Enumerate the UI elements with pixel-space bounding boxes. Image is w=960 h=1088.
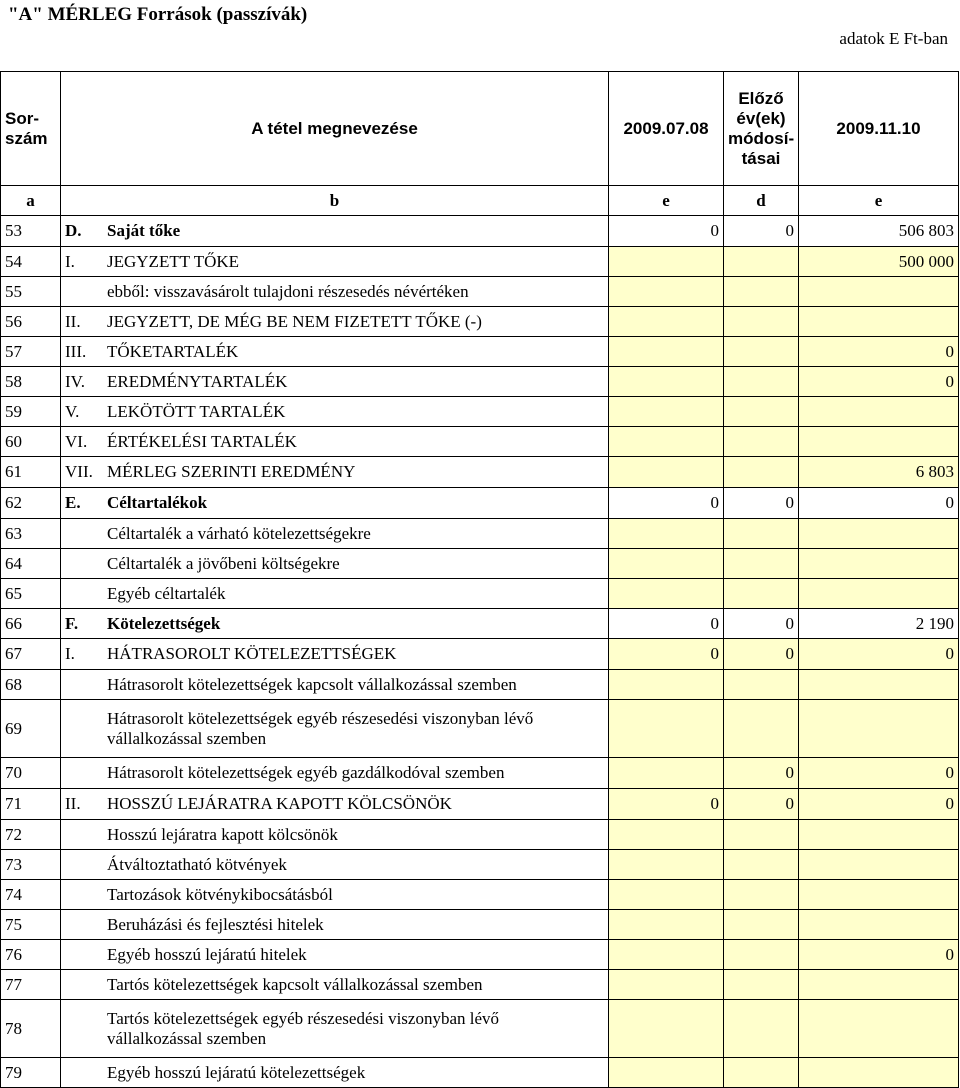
value-cell-v1 [609, 519, 724, 549]
table-row [1, 579, 959, 609]
item-name-cell [61, 970, 609, 1000]
item-name: TŐKETARTALÉK [107, 341, 239, 361]
table-row [1, 880, 959, 910]
item-prefix: IV. [65, 371, 85, 391]
item-prefix: F. [65, 613, 79, 633]
item-name-cell [61, 579, 609, 609]
item-name: Céltartalék a várható kötelezettségekre [107, 523, 371, 543]
row-number: 75 [1, 910, 61, 940]
value-cell-v1 [609, 940, 724, 970]
value-cell-v1 [609, 307, 724, 337]
item-name: Egyéb céltartalék [107, 583, 226, 603]
value-cell-v3 [799, 549, 959, 579]
item-name-cell [61, 1058, 609, 1088]
column-letter: a [1, 186, 61, 216]
value-cell-v3: 0 [799, 488, 959, 519]
table-row [1, 307, 959, 337]
header-value-2009-11-10: 2009.11.10 [799, 72, 959, 186]
row-number: 65 [1, 579, 61, 609]
value-cell-v2 [724, 970, 799, 1000]
item-name: Átváltoztatható kötvények [107, 854, 287, 874]
value-cell-v2 [724, 457, 799, 488]
value-cell-v1 [609, 700, 724, 758]
value-cell-v2: 0 [724, 639, 799, 670]
item-name-cell [61, 850, 609, 880]
value-cell-v2 [724, 307, 799, 337]
item-name: Hátrasorolt kötelezettségek egyéb gazdálkodóval szemben [107, 763, 505, 782]
header-row [1, 72, 959, 186]
item-name-cell [61, 337, 609, 367]
value-cell-v1 [609, 1000, 724, 1058]
row-number: 61 [1, 457, 61, 488]
table-row [1, 1000, 959, 1058]
value-cell-v3: 6 803 [799, 457, 959, 488]
item-name: Tartós kötelezettségek kapcsolt vállalkozással szemben [107, 974, 483, 994]
value-cell-v3 [799, 880, 959, 910]
unit-note: adatok E Ft-ban [839, 29, 948, 48]
table-row [1, 970, 959, 1000]
value-cell-v1: 0 [609, 639, 724, 670]
row-number: 54 [1, 247, 61, 277]
row-number: 63 [1, 519, 61, 549]
item-name: Hosszú lejáratra kapott kölcsönök [107, 824, 338, 844]
table-row [1, 910, 959, 940]
value-cell-v2 [724, 367, 799, 397]
value-cell-v3 [799, 910, 959, 940]
value-cell-v3 [799, 1058, 959, 1088]
value-cell-v1 [609, 820, 724, 850]
table-row [1, 758, 959, 789]
item-name: Egyéb hosszú lejáratú kötelezettségek [107, 1062, 366, 1082]
value-cell-v2 [724, 519, 799, 549]
table-row [1, 247, 959, 277]
table-row [1, 427, 959, 457]
value-cell-v1 [609, 910, 724, 940]
value-cell-v1 [609, 758, 724, 789]
item-name: HOSSZÚ LEJÁRATRA KAPOTT KÖLCSÖNÖK [107, 794, 452, 813]
item-name-cell [61, 427, 609, 457]
item-name-cell [61, 488, 609, 519]
value-cell-v2 [724, 1058, 799, 1088]
item-name-cell [61, 789, 609, 820]
value-cell-v1 [609, 427, 724, 457]
table-row [1, 820, 959, 850]
item-name-cell [61, 277, 609, 307]
item-prefix: II. [65, 311, 81, 331]
value-cell-v3 [799, 820, 959, 850]
item-prefix: VII. [65, 462, 93, 481]
item-name: MÉRLEG SZERINTI EREDMÉNY [107, 462, 356, 481]
item-name-cell [61, 307, 609, 337]
value-cell-v3 [799, 670, 959, 700]
item-name-cell [61, 367, 609, 397]
value-cell-v1 [609, 970, 724, 1000]
value-cell-v3 [799, 970, 959, 1000]
value-cell-v2 [724, 940, 799, 970]
value-cell-v1: 0 [609, 789, 724, 820]
column-letter: e [799, 186, 959, 216]
value-cell-v2 [724, 910, 799, 940]
item-prefix: I. [65, 251, 75, 271]
column-letters-row [1, 186, 959, 216]
value-cell-v2: 0 [724, 789, 799, 820]
table-row [1, 397, 959, 427]
item-name: JEGYZETT, DE MÉG BE NEM FIZETETT TŐKE (-) [107, 311, 482, 331]
value-cell-v3 [799, 277, 959, 307]
value-cell-v2: 0 [724, 216, 799, 247]
row-number: 79 [1, 1058, 61, 1088]
value-cell-v1 [609, 457, 724, 488]
row-number: 66 [1, 609, 61, 639]
value-cell-v3: 0 [799, 789, 959, 820]
value-cell-v2 [724, 820, 799, 850]
row-number: 56 [1, 307, 61, 337]
value-cell-v1: 0 [609, 488, 724, 519]
item-name-cell [61, 1000, 609, 1058]
table-row [1, 700, 959, 758]
value-cell-v2 [724, 277, 799, 307]
column-letter: e [609, 186, 724, 216]
value-cell-v3 [799, 519, 959, 549]
value-cell-v3 [799, 1000, 959, 1058]
value-cell-v3: 0 [799, 639, 959, 670]
item-name-cell [61, 457, 609, 488]
value-cell-v3: 506 803 [799, 216, 959, 247]
value-cell-v3 [799, 579, 959, 609]
value-cell-v1 [609, 397, 724, 427]
value-cell-v3: 500 000 [799, 247, 959, 277]
value-cell-v2 [724, 579, 799, 609]
value-cell-v2 [724, 549, 799, 579]
item-name: Hátrasorolt kötelezettségek kapcsolt vállalkozással szemben [107, 674, 517, 694]
item-name-cell [61, 519, 609, 549]
value-cell-v1 [609, 277, 724, 307]
item-name-cell [61, 940, 609, 970]
value-cell-v2 [724, 1000, 799, 1058]
table-row [1, 488, 959, 519]
item-prefix: VI. [65, 431, 88, 451]
value-cell-v3 [799, 307, 959, 337]
item-name-cell [61, 639, 609, 670]
value-cell-v1 [609, 670, 724, 700]
item-name: LEKÖTÖTT TARTALÉK [107, 401, 286, 421]
item-prefix: III. [65, 341, 87, 361]
item-name-cell [61, 397, 609, 427]
table-row [1, 789, 959, 820]
row-number: 57 [1, 337, 61, 367]
page-title: "A" MÉRLEG Források (passzívák) [8, 4, 308, 25]
item-name: Tartós kötelezettségek egyéb részesedési viszonyban lévő vállalkozással szemben [107, 1008, 500, 1048]
item-name: Céltartalékok [107, 493, 208, 512]
table-row [1, 850, 959, 880]
value-cell-v3 [799, 850, 959, 880]
value-cell-v3 [799, 397, 959, 427]
value-cell-v2 [724, 337, 799, 367]
value-cell-v1 [609, 247, 724, 277]
value-cell-v2: 0 [724, 609, 799, 639]
value-cell-v2 [724, 880, 799, 910]
table-row [1, 639, 959, 670]
value-cell-v1 [609, 880, 724, 910]
table-row [1, 609, 959, 639]
item-prefix: II. [65, 794, 81, 813]
item-name-cell [61, 758, 609, 789]
table-row [1, 940, 959, 970]
item-name: Saját tőke [107, 221, 181, 240]
header-row-number: Sor-szám [1, 72, 61, 186]
column-letter: b [61, 186, 609, 216]
table-row [1, 457, 959, 488]
item-name: Beruházási és fejlesztési hitelek [107, 914, 324, 934]
value-cell-v2: 0 [724, 758, 799, 789]
item-name: JEGYZETT TŐKE [107, 251, 240, 271]
row-number: 64 [1, 549, 61, 579]
row-number: 68 [1, 670, 61, 700]
item-name: HÁTRASOROLT KÖTELEZETTSÉGEK [107, 644, 397, 663]
row-number: 58 [1, 367, 61, 397]
item-name-cell [61, 910, 609, 940]
table-row [1, 519, 959, 549]
table-row [1, 277, 959, 307]
row-number: 76 [1, 940, 61, 970]
item-prefix: V. [65, 401, 80, 421]
header-prior-year-adjustments: Előző év(ek) módosí-tásai [724, 72, 799, 186]
table-row [1, 549, 959, 579]
value-cell-v1 [609, 850, 724, 880]
item-name: ÉRTÉKELÉSI TARTALÉK [107, 431, 297, 451]
value-cell-v1: 0 [609, 216, 724, 247]
item-name-cell [61, 700, 609, 758]
value-cell-v1: 0 [609, 609, 724, 639]
row-number: 72 [1, 820, 61, 850]
item-prefix: I. [65, 644, 75, 663]
value-cell-v1 [609, 367, 724, 397]
item-name: EREDMÉNYTARTALÉK [107, 371, 288, 391]
column-letter: d [724, 186, 799, 216]
balance-sheet-table [0, 71, 959, 1088]
item-name: ebből: visszavásárolt tulajdoni részesedés névértéken [107, 281, 469, 301]
value-cell-v1 [609, 579, 724, 609]
row-number: 70 [1, 758, 61, 789]
table-row [1, 367, 959, 397]
item-name: Kötelezettségek [107, 613, 221, 633]
row-number: 73 [1, 850, 61, 880]
table-row [1, 216, 959, 247]
value-cell-v1 [609, 337, 724, 367]
item-name: Tartozások kötvénykibocsátásból [107, 884, 333, 904]
item-name-cell [61, 247, 609, 277]
header-value-2009-07-08: 2009.07.08 [609, 72, 724, 186]
item-prefix: E. [65, 493, 81, 512]
row-number: 78 [1, 1000, 61, 1058]
item-name: Céltartalék a jövőbeni költségekre [107, 553, 340, 573]
row-number: 60 [1, 427, 61, 457]
value-cell-v3: 0 [799, 337, 959, 367]
value-cell-v3 [799, 700, 959, 758]
row-number: 74 [1, 880, 61, 910]
value-cell-v2 [724, 850, 799, 880]
value-cell-v2: 0 [724, 488, 799, 519]
item-name-cell [61, 609, 609, 639]
table-row [1, 337, 959, 367]
row-number: 67 [1, 639, 61, 670]
header-item-name: A tétel megnevezése [61, 72, 609, 186]
value-cell-v1 [609, 549, 724, 579]
value-cell-v3: 0 [799, 367, 959, 397]
value-cell-v2 [724, 700, 799, 758]
value-cell-v3: 0 [799, 758, 959, 789]
value-cell-v1 [609, 1058, 724, 1088]
row-number: 71 [1, 789, 61, 820]
item-name-cell [61, 820, 609, 850]
row-number: 62 [1, 488, 61, 519]
value-cell-v3: 0 [799, 940, 959, 970]
value-cell-v2 [724, 427, 799, 457]
row-number: 77 [1, 970, 61, 1000]
table-row [1, 670, 959, 700]
item-name-cell [61, 670, 609, 700]
item-name: Egyéb hosszú lejáratú hitelek [107, 944, 307, 964]
value-cell-v2 [724, 247, 799, 277]
value-cell-v2 [724, 397, 799, 427]
item-name-cell [61, 549, 609, 579]
item-name-cell [61, 880, 609, 910]
row-number: 59 [1, 397, 61, 427]
value-cell-v3 [799, 427, 959, 457]
table-row [1, 1058, 959, 1088]
item-name: Hátrasorolt kötelezettségek egyéb részesedési viszonyban lévő vállalkozással szemben [107, 708, 534, 748]
row-number: 55 [1, 277, 61, 307]
item-name-cell [61, 216, 609, 247]
value-cell-v3: 2 190 [799, 609, 959, 639]
value-cell-v2 [724, 670, 799, 700]
row-number: 53 [1, 216, 61, 247]
row-number: 69 [1, 700, 61, 758]
item-prefix: D. [65, 221, 82, 240]
